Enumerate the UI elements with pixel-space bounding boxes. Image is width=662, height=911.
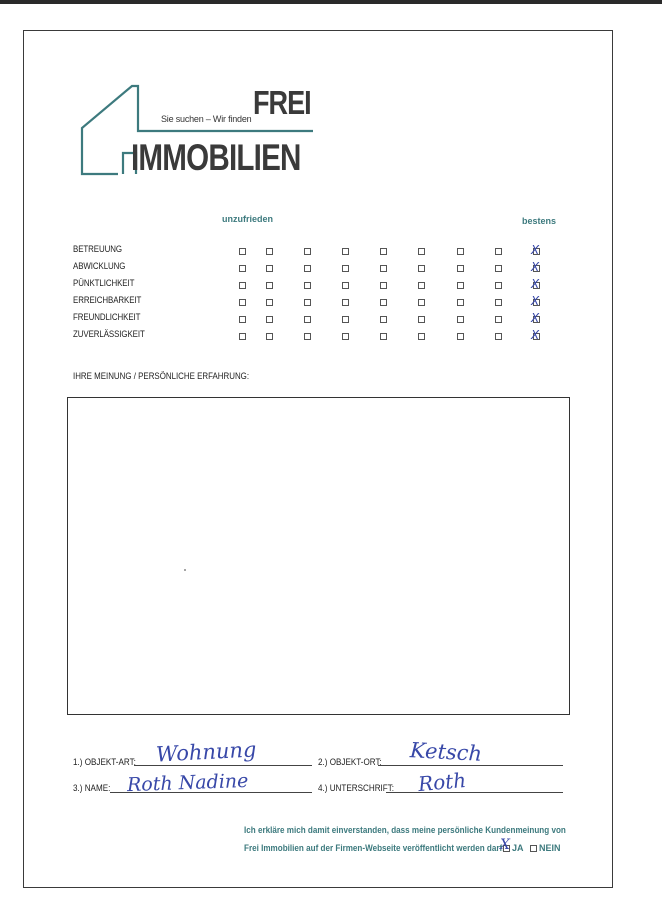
rating-checkbox[interactable]	[533, 248, 540, 255]
company-logo	[80, 84, 320, 184]
rating-checkbox[interactable]	[380, 282, 387, 289]
rating-checkbox[interactable]	[342, 282, 349, 289]
criterion-label: ZUVERLÄSSIGKEIT	[73, 329, 145, 339]
rating-checkbox[interactable]	[418, 299, 425, 306]
criterion-label: PÜNKTLICHKEIT	[73, 278, 135, 288]
rating-checkbox[interactable]	[457, 333, 464, 340]
rating-checkbox[interactable]	[457, 316, 464, 323]
object-type-label: 1.) OBJEKT-ART:	[73, 757, 136, 767]
consent-line-1: Ich erkläre mich damit einverstanden, dass meine persönliche Kundenmeinung von	[244, 825, 566, 835]
logo-brand-bottom: IMMOBILIEN	[131, 137, 301, 178]
scale-low-label: unzufrieden	[222, 214, 273, 224]
rating-checkbox[interactable]	[304, 299, 311, 306]
consent-line-2: Frei Immobilien auf der Firmen-Webseite veröffentlicht werden darf.	[244, 843, 505, 853]
logo-tagline: Sie suchen – Wir finden	[161, 114, 252, 124]
rating-checkbox[interactable]	[239, 265, 246, 272]
rating-checkbox[interactable]	[457, 248, 464, 255]
consent-yes-mark: X	[500, 837, 510, 853]
rating-checkbox[interactable]	[495, 333, 502, 340]
rating-checkbox[interactable]	[380, 299, 387, 306]
name-label: 3.) NAME:	[73, 783, 111, 793]
rating-checkbox[interactable]	[239, 299, 246, 306]
rating-checkbox[interactable]	[304, 316, 311, 323]
rating-checkbox[interactable]	[342, 333, 349, 340]
object-location-label: 2.) OBJEKT-ORT:	[318, 757, 382, 767]
rating-checkbox[interactable]	[239, 333, 246, 340]
rating-checkbox[interactable]	[533, 265, 540, 272]
rating-checkbox[interactable]	[380, 248, 387, 255]
rating-checkbox[interactable]	[533, 333, 540, 340]
rating-checkbox[interactable]	[495, 265, 502, 272]
rating-checkbox[interactable]	[266, 265, 273, 272]
rating-checkbox[interactable]	[380, 316, 387, 323]
rating-checkbox[interactable]	[304, 248, 311, 255]
rating-checkbox[interactable]	[266, 316, 273, 323]
signature-label: 4.) UNTERSCHRIFT:	[318, 783, 395, 793]
scale-high-label: bestens	[522, 216, 557, 226]
rating-checkbox[interactable]	[266, 248, 273, 255]
rating-checkbox[interactable]	[266, 282, 273, 289]
opinion-textarea[interactable]	[67, 397, 570, 715]
criterion-label: FREUNDLICHKEIT	[73, 312, 141, 322]
consent-no-checkbox[interactable]	[530, 845, 537, 852]
rating-checkbox[interactable]	[495, 248, 502, 255]
rating-checkbox[interactable]	[495, 282, 502, 289]
object-type-input[interactable]: Wohnung	[155, 737, 257, 767]
rating-checkbox[interactable]	[239, 316, 246, 323]
rating-checkbox[interactable]	[304, 265, 311, 272]
rating-checkbox[interactable]	[342, 299, 349, 306]
rating-checkbox[interactable]	[495, 316, 502, 323]
rating-checkbox[interactable]	[342, 265, 349, 272]
rating-checkbox[interactable]	[342, 316, 349, 323]
criterion-label: ERREICHBARKEIT	[73, 295, 142, 305]
name-input[interactable]: Roth Nadine	[126, 769, 249, 797]
rating-checkbox[interactable]	[266, 333, 273, 340]
rating-checkbox[interactable]	[533, 316, 540, 323]
rating-checkbox[interactable]	[380, 265, 387, 272]
signature-input[interactable]: Roth	[417, 767, 467, 797]
rating-checkbox[interactable]	[418, 333, 425, 340]
logo-brand-top: FREI	[253, 84, 311, 121]
rating-checkbox[interactable]	[418, 316, 425, 323]
signature-line	[386, 792, 563, 793]
rating-checkbox[interactable]	[457, 282, 464, 289]
rating-checkbox[interactable]	[457, 265, 464, 272]
rating-checkbox[interactable]	[304, 282, 311, 289]
rating-checkbox[interactable]	[418, 265, 425, 272]
criterion-label: ABWICKLUNG	[73, 261, 126, 271]
rating-checkbox[interactable]	[304, 333, 311, 340]
scan-edge	[0, 0, 662, 4]
rating-checkbox[interactable]	[418, 282, 425, 289]
rating-checkbox[interactable]	[533, 299, 540, 306]
rating-checkbox[interactable]	[495, 299, 502, 306]
scan-speck	[184, 569, 186, 571]
rating-checkbox[interactable]	[342, 248, 349, 255]
rating-checkbox[interactable]	[266, 299, 273, 306]
opinion-label: IHRE MEINUNG / PERSÖNLICHE ERFAHRUNG:	[73, 371, 250, 381]
consent-no-label: NEIN	[539, 843, 561, 853]
rating-checkbox[interactable]	[533, 282, 540, 289]
rating-checkbox[interactable]	[457, 299, 464, 306]
rating-checkbox[interactable]	[239, 248, 246, 255]
rating-checkbox[interactable]	[380, 333, 387, 340]
criterion-label: BETREUUNG	[73, 244, 122, 254]
object-location-input[interactable]: Ketsch	[409, 738, 483, 766]
rating-checkbox[interactable]	[239, 282, 246, 289]
consent-yes-label: JA	[512, 843, 524, 853]
rating-checkbox[interactable]	[418, 248, 425, 255]
